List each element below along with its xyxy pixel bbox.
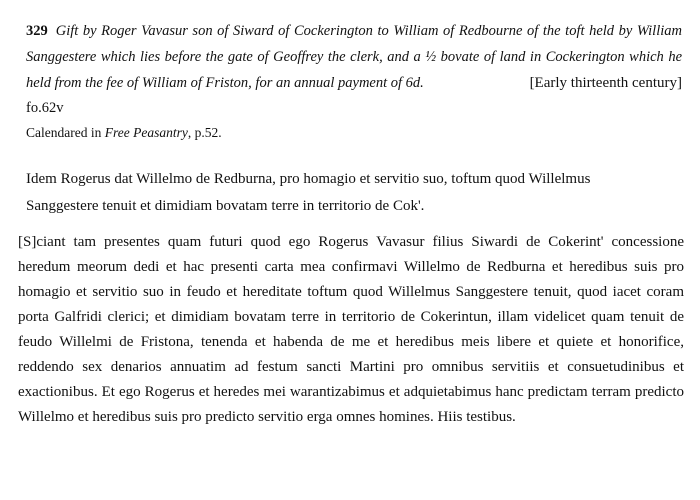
- charter-text: [S]ciant tam presentes quam futuri quod ego Rogerus Vavasur filius Siwardi de Cokerint' concessione heredum meorum dedi et hac presenti carta mea confirmavi Willelmo de Redburna et heredibus suis pro homagio et servitio suo in feudo et hereditate toftum quod Willelmus Sanggestere tenuit, quod iacet coram porta Galfridi clerici; et dimidiam bovatam terre in territorio de Cokerintun, illam videlicet quam tenuit de feudo Willelmi de Fristona, tenenda et habenda de me et heredibus meis libere et quiete et honorifice, reddendo sex denarios annuatim ad festum sancti Martini pro omnibus servitiis et consuetudinibus et exactionibus. Et ego Rogerus et heredes mei warantizabimus et adquietabimus hanc predictam terram predicto Willelmo et heredibus suis pro predicto servitio erga omnes homines. Hiis testibus.: [18, 234, 684, 425]
- latin-abstract: [26, 166, 682, 220]
- folio-reference: fo.62v: [26, 100, 64, 116]
- abstract-line-2: Sanggestere tenuit et dimidiam bovatam terre in territorio de Cok'.: [26, 198, 425, 214]
- entry-date: [Early thirteenth century]: [529, 75, 682, 91]
- calendar-suffix: , p.52.: [187, 125, 222, 140]
- calendar-prefix: Calendared in: [26, 125, 105, 140]
- entry-summary: Gift by Roger Vavasur son of Siward of Cockerington to William of Redbourne of the toft held by William Sanggestere which lies before the gate of Geoffrey the clerk, and a ½ bovate of land in Cockerington which he held from the fee of William of Friston, for an annual payment of 6d.: [26, 23, 682, 91]
- abstract-line-1: Idem Rogerus dat Willelmo de Redburna, pro homagio et servitio suo, toftum quod Willelmus: [26, 171, 591, 187]
- calendar-reference: [26, 122, 682, 144]
- entry-number: 329: [26, 23, 48, 39]
- document-page: [26, 18, 682, 220]
- calendar-title: Free Peasantry: [104, 125, 188, 140]
- entry-heading: [26, 18, 682, 96]
